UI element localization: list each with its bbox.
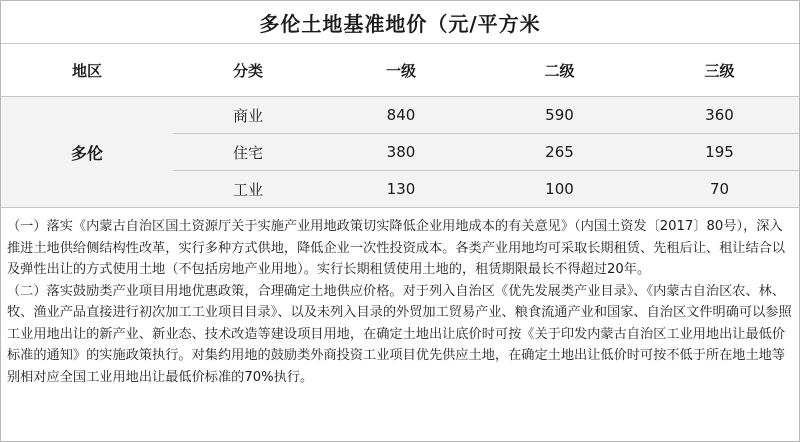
level-3-cell: 70 bbox=[640, 171, 799, 208]
type-cell: 商业 bbox=[173, 97, 323, 134]
header-level-1: 一级 bbox=[323, 44, 479, 97]
table-row bbox=[1, 97, 799, 134]
page-title: 多伦土地基准地价（元/平方米 bbox=[1, 1, 799, 44]
level-1-cell: 130 bbox=[323, 171, 479, 208]
note-paragraph-2: （二）落实鼓励类产业项目用地优惠政策，合理确定土地供应价格。对于列入自治区《优先发展类产业目录》、《内蒙古自治区农、林、牧、渔业产品直接进行初次加工工业项目目录》、以及未列入目录的外贸加工贸易产业、粮食流通产业和国家、自治区文件明确可以参照工业用地出让的新产业、新业态、技术改造等建设项目用地，在确定土地出让底价时可按《关于印发内蒙古自治区工业用地出让最低价标准的通知》的实施政策执行。对集约用地的鼓励类外商投资工业项目优先供应土地，在确定土地出让低价时可按不低于所在地土地等别相对应全国工业用地出让最低价标准的70%执行。 bbox=[7, 283, 792, 385]
policy-notes bbox=[1, 208, 799, 388]
level-2-cell: 265 bbox=[479, 134, 640, 171]
header-level-2: 二级 bbox=[479, 44, 640, 97]
level-2-cell: 590 bbox=[479, 97, 640, 134]
region-cell: 多伦 bbox=[1, 97, 173, 208]
level-1-cell: 840 bbox=[323, 97, 479, 134]
header-type: 分类 bbox=[173, 44, 323, 97]
header-level-3: 三级 bbox=[640, 44, 799, 97]
land-price-table bbox=[1, 44, 799, 208]
level-3-cell: 195 bbox=[640, 134, 799, 171]
table-header-row bbox=[1, 44, 799, 97]
header-region: 地区 bbox=[1, 44, 173, 97]
level-2-cell: 100 bbox=[479, 171, 640, 208]
level-1-cell: 380 bbox=[323, 134, 479, 171]
level-3-cell: 360 bbox=[640, 97, 799, 134]
note-paragraph-1: （一）落实《内蒙古自治区国土资源厅关于实施产业用地政策切实降低企业用地成本的有关意见》（内国土资发〔2017〕80号），深入推进土地供给侧结构性改革，实行多种方式供地，降低企业一次性投资成本。各类产业用地均可采取长期租赁、先租后让、租让结合以及弹性出让的方式使用土地（不包括房地产业用地）。实行长期租赁使用土地的，租赁期限最长不得超过20年。 bbox=[7, 219, 786, 277]
type-cell: 工业 bbox=[173, 171, 323, 208]
type-cell: 住宅 bbox=[173, 134, 323, 171]
